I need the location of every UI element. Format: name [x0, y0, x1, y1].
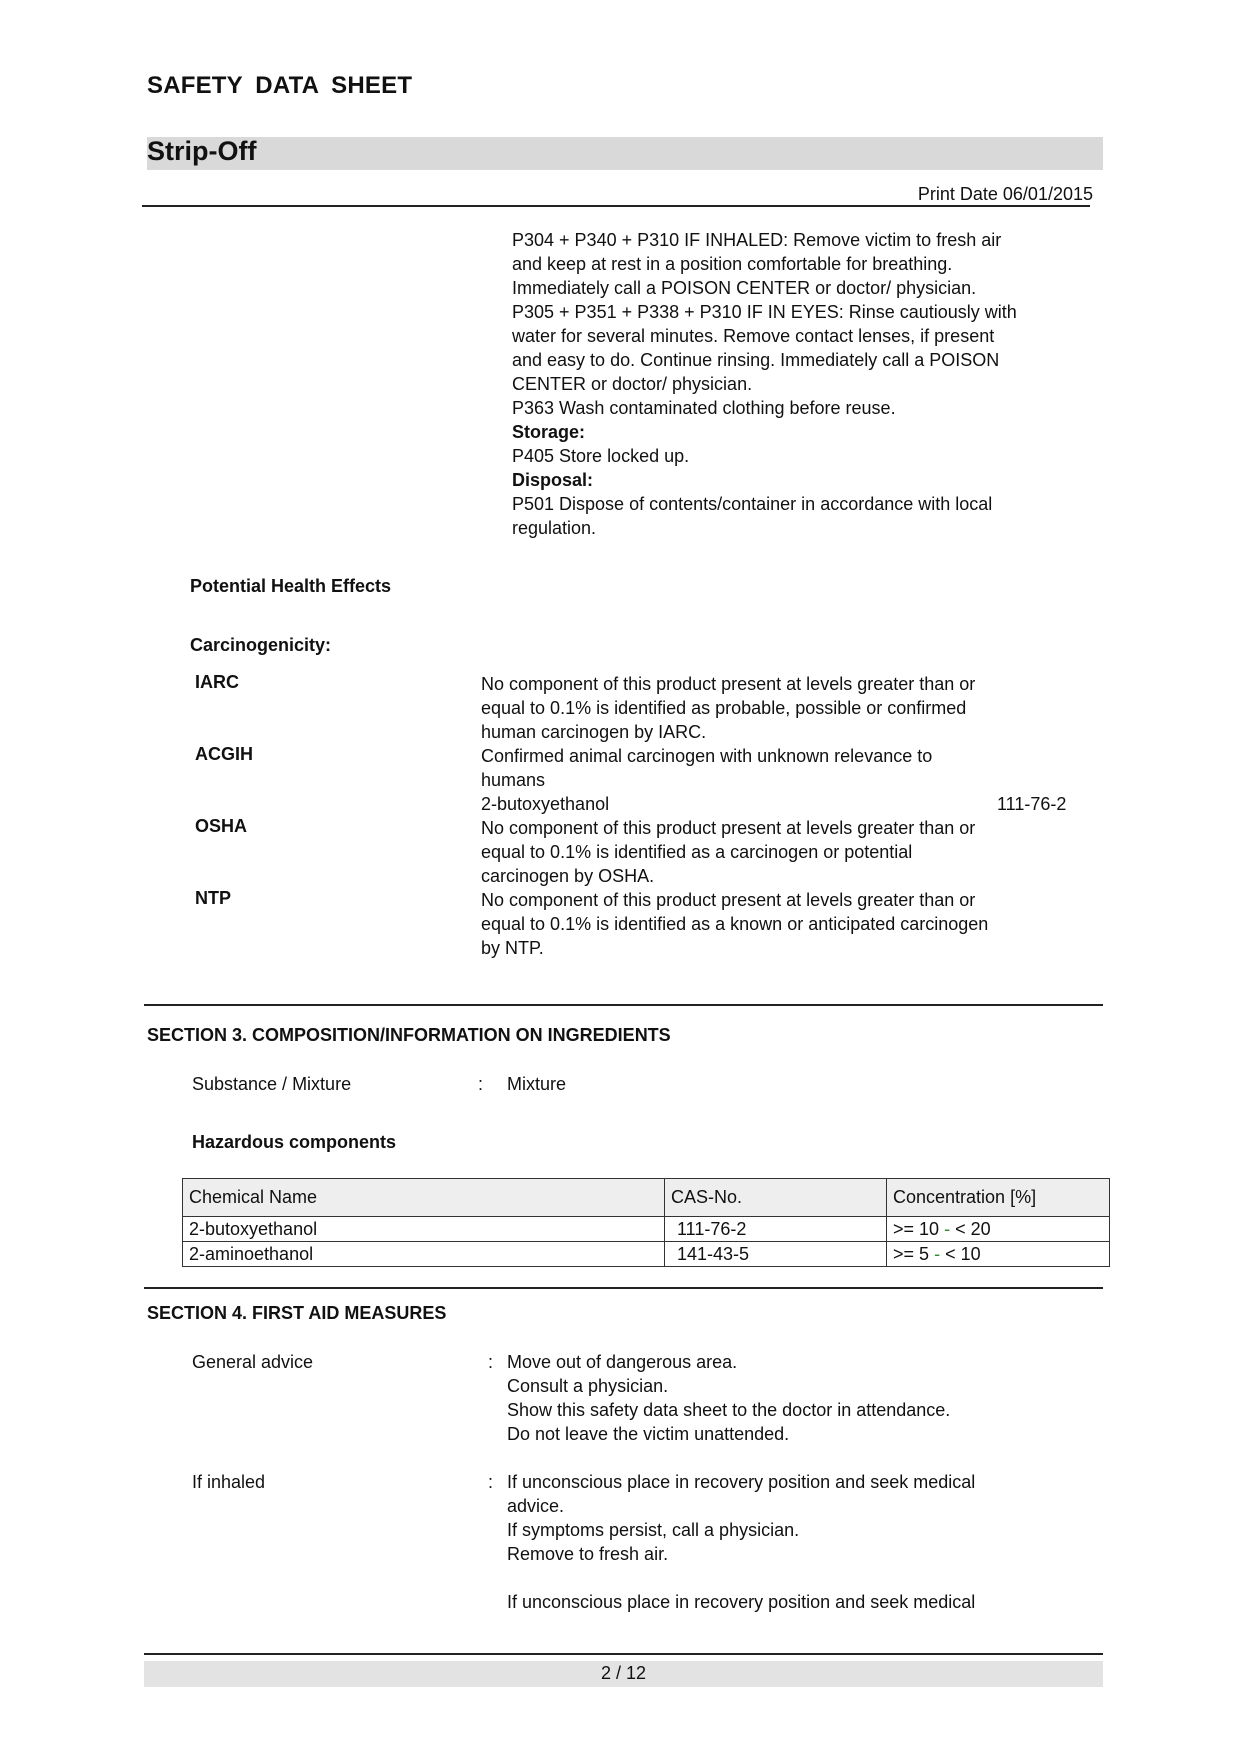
- if-inhaled-line: If symptoms persist, call a physician.: [507, 1520, 800, 1540]
- substance-mixture-value: Mixture: [507, 1074, 567, 1094]
- precaution-line: CENTER or doctor/ physician.: [512, 374, 753, 394]
- table-row: [183, 1242, 1110, 1267]
- ntp-label: NTP: [195, 888, 231, 908]
- concentration-low: >= 10: [893, 1218, 940, 1239]
- precaution-line: P363 Wash contaminated clothing before reuse.: [512, 398, 896, 418]
- disposal-line: P501 Dispose of contents/container in accordance with local: [512, 494, 993, 514]
- concentration-high: < 10: [945, 1243, 981, 1264]
- storage-label: Storage:: [512, 422, 586, 442]
- osha-text: [481, 816, 1101, 888]
- if-inhaled-colon: :: [488, 1472, 494, 1492]
- precaution-line: P304 + P340 + P310 IF INHALED: Remove victim to fresh air: [512, 230, 1002, 250]
- general-advice-line: Move out of dangerous area.: [507, 1352, 738, 1372]
- if-inhaled-line: advice.: [507, 1496, 565, 1516]
- ntp-text: [481, 888, 1101, 960]
- precaution-line: and keep at rest in a position comfortable for breathing.: [512, 254, 953, 274]
- table-header-row: [183, 1179, 1110, 1217]
- product-name-band: [147, 137, 1103, 170]
- acgih-label: ACGIH: [195, 744, 253, 764]
- concentration-low: >= 5: [893, 1243, 930, 1264]
- column-header-cas-no: CAS-No.: [665, 1179, 887, 1217]
- general-advice-value: [507, 1350, 1087, 1446]
- general-advice-colon: :: [488, 1352, 494, 1372]
- iarc-text: [481, 672, 1101, 744]
- header-divider: [142, 205, 1090, 207]
- section3-heading: SECTION 3. COMPOSITION/INFORMATION ON INGREDIENTS: [147, 1025, 671, 1045]
- print-date: Print Date 06/01/2015: [917, 184, 1093, 204]
- if-inhaled-label: If inhaled: [192, 1472, 266, 1492]
- section4-divider: [144, 1287, 1103, 1289]
- concentration-cell: [887, 1242, 1110, 1267]
- document-title: SAFETY DATA SHEET: [147, 72, 413, 99]
- acgih-component-cas: 111-76-2: [997, 794, 1067, 814]
- cas-no-cell: 111-76-2: [665, 1217, 887, 1242]
- general-advice-line: Do not leave the victim unattended.: [507, 1424, 790, 1444]
- if-inhaled-extra-line: If unconscious place in recovery position and seek medical: [507, 1592, 976, 1612]
- if-inhaled-line: Remove to fresh air.: [507, 1544, 669, 1564]
- precautionary-statements: [512, 228, 1112, 540]
- concentration-dash: -: [934, 1243, 941, 1264]
- if-inhaled-line: If unconscious place in recovery position and seek medical: [507, 1472, 976, 1492]
- column-header-chemical-name: Chemical Name: [183, 1179, 665, 1217]
- footer-divider: [144, 1653, 1103, 1655]
- acgih-line: humans: [481, 770, 546, 790]
- if-inhaled-value: [507, 1470, 1087, 1566]
- cas-no-cell: 141-43-5: [665, 1242, 887, 1267]
- section4-heading: SECTION 4. FIRST AID MEASURES: [147, 1303, 447, 1323]
- chemical-name-cell: 2-butoxyethanol: [183, 1217, 665, 1242]
- acgih-text: [481, 744, 1101, 792]
- health-effects-heading: Potential Health Effects: [190, 576, 392, 596]
- product-name: Strip-Off: [147, 136, 257, 166]
- chemical-name-cell: 2-aminoethanol: [183, 1242, 665, 1267]
- ntp-line: equal to 0.1% is identified as a known or anticipated carcinogen: [481, 914, 989, 934]
- iarc-line: No component of this product present at levels greater than or: [481, 674, 976, 694]
- carcinogenicity-heading: Carcinogenicity:: [190, 635, 332, 655]
- iarc-line: human carcinogen by IARC.: [481, 722, 707, 742]
- osha-line: No component of this product present at levels greater than or: [481, 818, 976, 838]
- section3-divider: [144, 1004, 1103, 1006]
- column-header-concentration: Concentration [%]: [887, 1179, 1110, 1217]
- precaution-line: water for several minutes. Remove contact lenses, if present: [512, 326, 995, 346]
- table-row: [183, 1217, 1110, 1242]
- disposal-label: Disposal:: [512, 470, 594, 490]
- ntp-line: No component of this product present at levels greater than or: [481, 890, 976, 910]
- substance-mixture-label: Substance / Mixture: [192, 1074, 352, 1094]
- substance-mixture-colon: :: [478, 1074, 484, 1094]
- precaution-line: P305 + P351 + P338 + P310 IF IN EYES: Rinse cautiously with: [512, 302, 1017, 322]
- storage-text: P405 Store locked up.: [512, 446, 690, 466]
- hazardous-components-heading: Hazardous components: [192, 1132, 397, 1152]
- concentration-dash: -: [944, 1218, 951, 1239]
- iarc-line: equal to 0.1% is identified as probable, possible or confirmed: [481, 698, 967, 718]
- concentration-high: < 20: [955, 1218, 991, 1239]
- general-advice-line: Show this safety data sheet to the doctor in attendance.: [507, 1400, 951, 1420]
- acgih-line: Confirmed animal carcinogen with unknown relevance to: [481, 746, 933, 766]
- osha-line: carcinogen by OSHA.: [481, 866, 655, 886]
- ntp-line: by NTP.: [481, 938, 544, 958]
- precaution-line: Immediately call a POISON CENTER or doctor/ physician.: [512, 278, 977, 298]
- general-advice-label: General advice: [192, 1352, 314, 1372]
- page-number: 2 / 12: [600, 1663, 647, 1683]
- osha-label: OSHA: [195, 816, 248, 836]
- acgih-component-name: 2-butoxyethanol: [481, 794, 610, 814]
- precaution-line: and easy to do. Continue rinsing. Immediately call a POISON: [512, 350, 1000, 370]
- disposal-line: regulation.: [512, 518, 597, 538]
- general-advice-line: Consult a physician.: [507, 1376, 669, 1396]
- concentration-cell: [887, 1217, 1110, 1242]
- osha-line: equal to 0.1% is identified as a carcinogen or potential: [481, 842, 913, 862]
- iarc-label: IARC: [195, 672, 239, 692]
- hazardous-components-table: [182, 1178, 1110, 1267]
